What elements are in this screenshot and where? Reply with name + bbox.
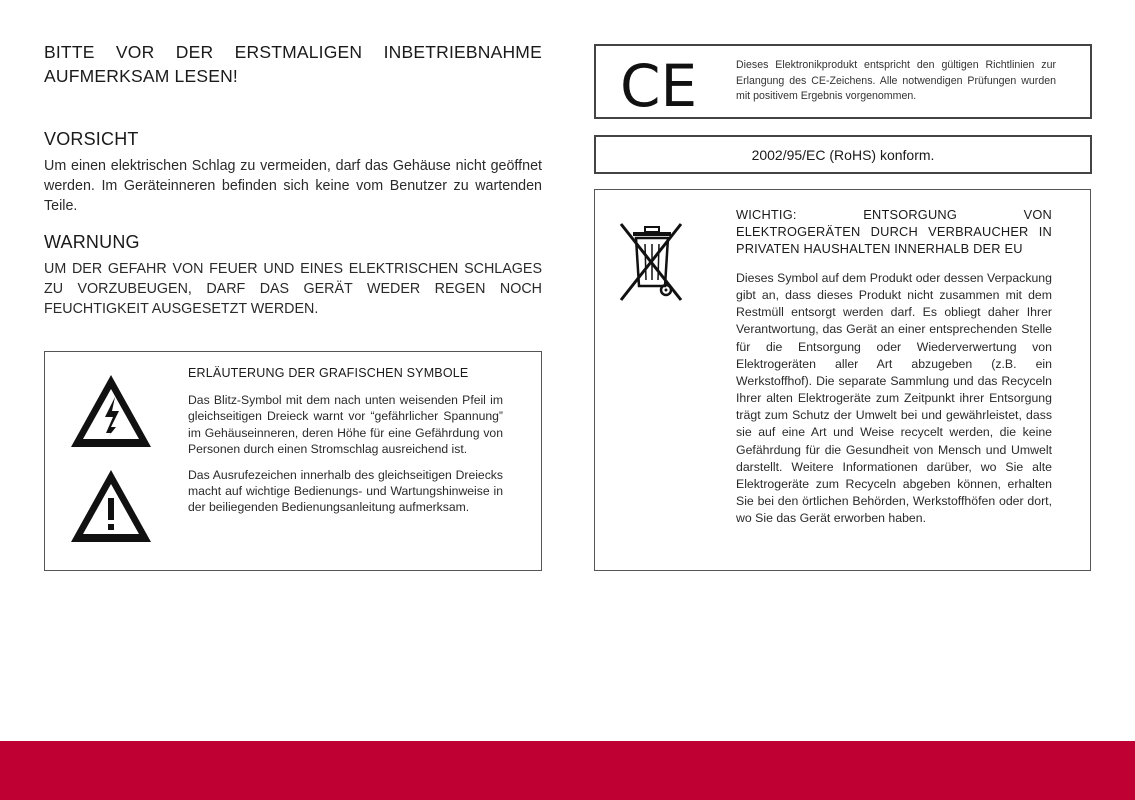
vorsicht-text: Um einen elektrischen Schlag zu vermeiden, darf das Gehäuse nicht geöffnet werden. Im Geräteinneren befinden sich keine vom Benutzer zu wartenden Teile. (44, 158, 542, 214)
symbols-title: ERLÄUTERUNG DER GRAFISCHEN SYMBOLE (188, 366, 469, 380)
weee-box (594, 189, 1091, 571)
page-title-line1 (44, 40, 542, 64)
weee-text-block (736, 206, 1052, 527)
title-word: ERSTMALIGEN (234, 42, 363, 62)
exclamation-symbol-description: Das Ausrufezeichen innerhalb des gleichseitigen Dreiecks macht auf wichtige Bedienungs- und Wartungshinweise in der beiliegenden Bedienungsanleitung aufmerksam. (188, 467, 503, 515)
title-word: BITTE (44, 42, 95, 62)
rohs-box (594, 135, 1092, 174)
footer-bar (0, 741, 1135, 800)
graphic-symbols-box (44, 351, 542, 571)
ce-box (594, 44, 1092, 119)
ce-mark-text: CE (620, 56, 698, 110)
left-column (44, 40, 542, 319)
page-title-line2: AUFMERKSAM LESEN! (44, 66, 238, 86)
exclamation-warning-icon (69, 468, 153, 544)
vorsicht-heading: VORSICHT (44, 129, 139, 149)
title-word: DER (175, 42, 214, 62)
warnung-text: UM DER GEFAHR VON FEUER UND EINES ELEKTRISCHEN SCHLAGES ZU VORZUBEUGEN, DARF DAS GERÄT WEDER REGEN NOCH FEUCHTIGKEIT AUSGESETZT WERDEN. (44, 261, 542, 317)
ce-mark-icon (620, 56, 700, 110)
weee-description: Dieses Symbol auf dem Produkt oder dessen Verpackung gibt an, dass dieses Produkt nicht zusammen mit dem Restmüll entsorgt werden darf. Es obliegt daher Ihrer Verantwortung, das Gerät an einer entsprechenden Stelle für die Entsorgung oder Wiederverwertung von Elektrogeräten aller Art abzugeben (z.B. ein Werkstoffhof). Die separate Sammlung und das Recyceln Ihrer alten Elektrogeräte zum Zeitpunkt ihrer Entsorgung trägt zum Schutz der Umwelt bei und gewährleistet, dass sie auf eine Art und Weise recycelt werden, die keine Gefährdung für die Gesundheit von Mensch und Umwelt darstellt. Weitere Informationen darüber, wo Sie alte Elektrogeräte zum Recyceln abgeben können, erhalten Sie bei den örtlichen Behörden, Werkstoffhöfen oder dort, wo Sie das Gerät erworben haben. (736, 271, 1052, 526)
warnung-heading: WARNUNG (44, 232, 140, 252)
weee-title: WICHTIG: ENTSORGUNG VON ELEKTROGERÄTEN DURCH VERBRAUCHER IN PRIVATEN HAUSHALTEN INNERHALB DER EU (736, 207, 1052, 256)
title-word: INBETRIEBNAHME (383, 42, 542, 62)
lightning-warning-icon (69, 373, 153, 449)
crossed-out-wheelie-bin-icon (615, 218, 687, 306)
ce-text: Dieses Elektronikprodukt entspricht den gültigen Richtlinien zur Erlangung des CE-Zeichens. Alle notwendigen Prüfungen wurden mit positivem Ergebnis vorgenommen. (736, 59, 1056, 103)
rohs-text: 2002/95/EC (RoHS) konform. (751, 146, 935, 163)
title-word: VOR (115, 42, 155, 62)
symbols-text (188, 366, 503, 525)
lightning-symbol-description: Das Blitz-Symbol mit dem nach unten weisenden Pfeil im gleichseitigen Dreieck warnt vor “gefährlicher Spannung” im Gehäuseinneren, deren Höhe für eine Gefährdung von Personen durch einen Stromschlag ausreichend ist. (188, 393, 503, 457)
